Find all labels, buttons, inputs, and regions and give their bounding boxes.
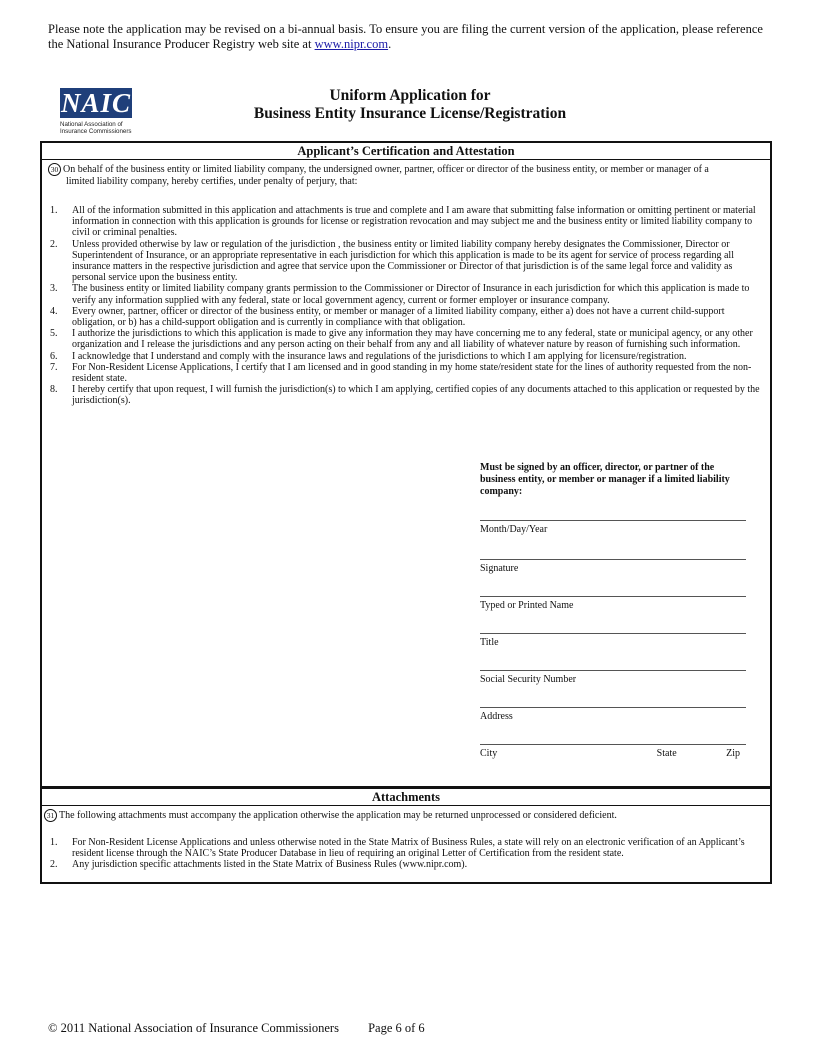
certification-item-number: 7. (50, 361, 58, 373)
question-number-30: 30 (48, 163, 61, 176)
certification-item-text: All of the information submitted in this application and attachments is true and complete and I am aware that submitting false information or omitting pertinent or material information in connection with this application is grounds for license or registration revocation and may subject me and the business entity or limited liability company to civil or criminal penalties. (72, 205, 756, 239)
document-title (200, 87, 620, 123)
page-number: Page 6 of 6 (368, 1021, 425, 1035)
certification-item-number: 4. (50, 305, 58, 317)
printed-name-field[interactable] (480, 596, 746, 630)
naic-logo-line2: Insurance Commissioners (60, 128, 132, 135)
copyright-text: © 2011 National Association of Insurance Commissioners (48, 1021, 339, 1035)
title-field[interactable] (480, 633, 746, 667)
signature-note: Must be signed by an officer, director, or partner of the business entity, or member or manager if a limited liability company: (480, 462, 730, 497)
certification-item-text: Every owner, partner, officer or director of the business entity, or member or manager of a limited liability company, either a) does not have a current child-support obligation, or b) has a child-support obligation and is currently in compliance with that obligation. (72, 305, 725, 329)
certification-item-number: 3. (50, 283, 58, 295)
certification-item-number: 5. (50, 328, 58, 340)
title-label: Title (480, 637, 499, 648)
certification-item (48, 328, 760, 350)
notice-end: . (388, 37, 392, 51)
certification-intro (42, 160, 770, 188)
city-label: City (480, 748, 498, 759)
printed-name-label: Typed or Printed Name (480, 600, 574, 611)
intro-text-b: limited liability company, hereby certifies, under penalty of perjury, that: (66, 176, 358, 187)
certification-section (40, 141, 772, 787)
revision-notice (48, 22, 778, 52)
ssn-field[interactable] (480, 670, 746, 704)
question-number-31: 31 (44, 809, 57, 822)
certification-item (48, 306, 760, 328)
certification-item-text: For Non-Resident License Applications, I certify that I am licensed and in good standing in my home state/resident state for the lines of authority requested from the non-resident state. (72, 361, 752, 385)
certification-item-text: I acknowledge that I understand and comply with the insurance laws and regulations of the jurisdictions to which I am applying for licensure/registration. (72, 350, 687, 362)
intro-text-a: On behalf of the business entity or limited liability company, the undersigned owner, partner, officer or director of the business entity, or member or manager of a (63, 163, 709, 175)
date-field[interactable] (480, 520, 746, 554)
state-label: State (656, 748, 677, 759)
certification-item-number: 2. (50, 238, 58, 250)
certification-item-number: 1. (50, 205, 58, 216)
certification-item-number: 8. (50, 384, 58, 396)
signature-label: Signature (480, 563, 519, 574)
nipr-link[interactable]: www.nipr.com (314, 37, 389, 51)
attachment-item-number: 1. (50, 837, 58, 848)
notice-text: Please note the application may be revised on a bi-annual basis. To ensure you are filing the current version of the application, please reference the National Insurance Producer Registry web site at (48, 22, 763, 51)
certification-item-number: 6. (50, 350, 58, 362)
certification-heading: Applicant’s Certification and Attestation (42, 143, 770, 160)
certification-item (48, 384, 760, 406)
date-label: Month/Day/Year (480, 524, 548, 535)
address-field[interactable] (480, 707, 746, 741)
attachments-section (40, 786, 772, 884)
certification-item (48, 239, 760, 284)
certification-item (48, 205, 760, 239)
ssn-label: Social Security Number (480, 674, 577, 685)
address-label: Address (480, 711, 513, 722)
attachment-item-text: For Non-Resident License Applications and unless otherwise noted in the State Matrix of Business Rules, a state will rely on an electronic verification of an Applicant’s resident license through the NAIC’s State Producer Database in lieu of requiring an original Letter of Certification from the resident state. (72, 837, 745, 860)
attachments-intro-text: The following attachments must accompany the application otherwise the application may be returned unprocessed or considered deficient. (59, 809, 617, 821)
certification-item (48, 283, 760, 305)
naic-logo-line1: National Association of (60, 121, 123, 128)
attachment-item (48, 837, 760, 859)
page-footer (48, 1021, 425, 1036)
certification-item-text: The business entity or limited liability company grants permission to the Commissioner or Director of Insurance in each jurisdiction for which this application is made to verify any information supplied with any federal, state or local government agency, current or former employer or insurance company. (72, 283, 750, 306)
title-line1: Uniform Application for (329, 87, 491, 104)
certification-list (42, 205, 770, 407)
certification-item (48, 351, 760, 362)
certification-item-text: Unless provided otherwise by law or regulation of the jurisdiction , the business entity or limited liability company hereby designates the Commissioner, Director or Superintendent of Insurance, or an appropriate representative in each jurisdiction for which this application is made to be its agent for service of process regarding all insurance matters in the respective jurisdiction and agree that service upon the Commissioner or Director of that jurisdiction is of the same legal force and validity as personal service upon the business entity. (72, 238, 734, 284)
attachments-intro (42, 806, 770, 822)
attachments-heading: Attachments (42, 788, 770, 806)
city-state-zip-field[interactable] (480, 744, 746, 778)
attachment-item (48, 859, 760, 870)
certification-item-text: I hereby certify that upon request, I will furnish the jurisdiction(s) to which I am applying, certified copies of any documents attached to this application or requested by the jurisdiction(s). (72, 384, 760, 407)
signature-field[interactable] (480, 559, 746, 593)
naic-logo-mark: NAIC (60, 88, 132, 118)
certification-item-text: I authorize the jurisdictions to which this application is made to give any information they may have concerning me to any federal, state or municipal agency, or any other organization and I release the jurisdictions and any person acting on their behalf from any and all liability of whatever nature by reason of furnishing such information. (72, 328, 753, 351)
naic-logo (60, 88, 140, 135)
attachment-item-number: 2. (50, 859, 58, 871)
zip-label: Zip (726, 748, 740, 759)
attachment-item-text: Any jurisdiction specific attachments listed in the State Matrix of Business Rules (www.nipr.com). (72, 859, 468, 871)
title-line2: Business Entity Insurance License/Registration (253, 105, 567, 122)
attachments-list (42, 837, 770, 871)
signature-block (480, 462, 746, 778)
certification-item (48, 362, 760, 384)
